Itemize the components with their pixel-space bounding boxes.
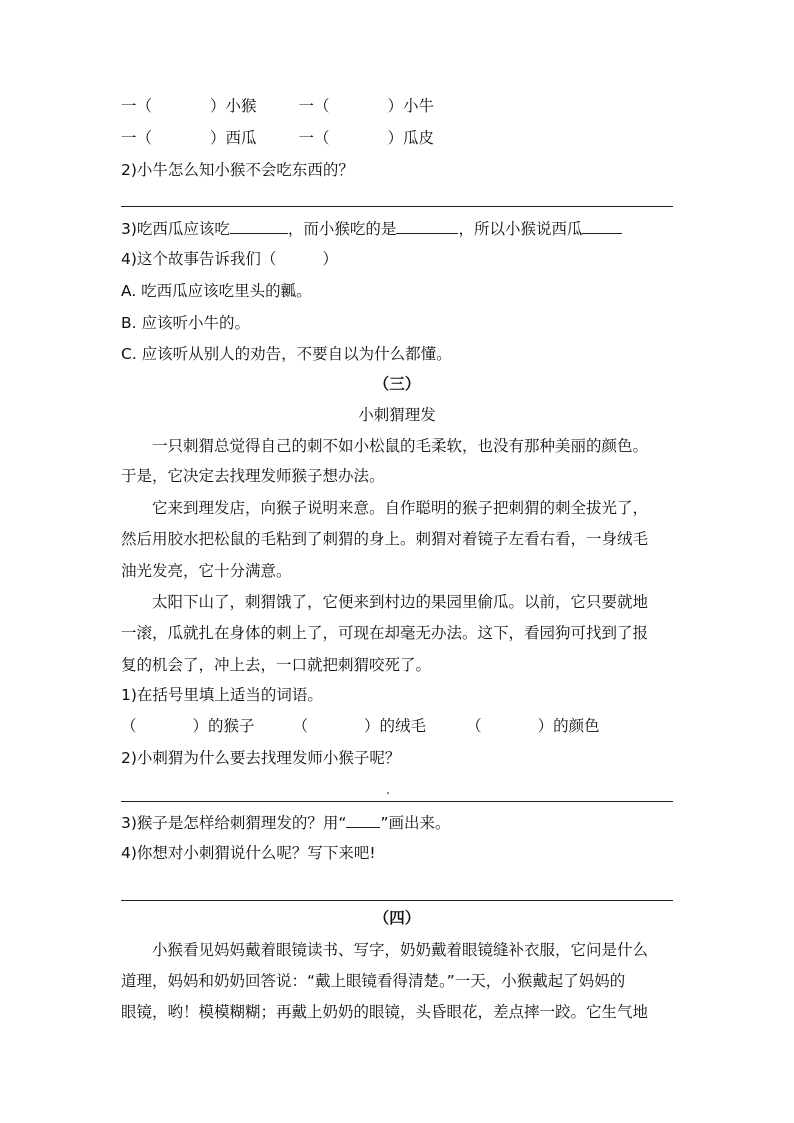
story-paragraph: 一滚，瓜就扎在身体的刺上了，可现在却毫无办法。这下，看园狗可找到了报	[121, 624, 649, 642]
story-paragraph: 复的机会了，冲上去，一口就把刺猬咬死了。	[121, 656, 432, 674]
fill-item-label: ）瓜皮	[387, 129, 435, 147]
bracket-open: （	[121, 717, 137, 735]
question-3	[121, 218, 622, 239]
fill-item-label: ）的绒毛	[364, 717, 427, 735]
story-paragraph: 眼镜，哟！模模糊糊；再戴上奶奶的眼镜，头昏眼花，差点摔一跤。它生气地	[121, 1003, 649, 1021]
answer-blank[interactable]	[346, 812, 380, 828]
bracket-open: （	[292, 717, 309, 735]
fill-item-label: ）小牛	[387, 97, 435, 115]
bracket-open: 一（	[121, 97, 153, 115]
question-3	[121, 812, 450, 833]
story-paragraph: 然后用胶水把松鼠的毛粘到了刺猬的身上。刺猬对着镜子左看右看，一身绒毛	[121, 530, 649, 548]
story-paragraph: 小猴看见妈妈戴着眼镜读书、写字，奶奶戴着眼镜缝补衣服，它问是什么	[152, 941, 649, 959]
q3-text-1: 3)吃西瓜应该吃	[121, 220, 230, 238]
q3-text: 3)猴子是怎样给刺猬理发的？用“	[121, 814, 347, 832]
section-heading: （三）	[373, 375, 421, 393]
fill-item-label: ）的猴子	[192, 717, 255, 735]
question-2: 2)小牛怎么知小猴不会吃东西的？	[121, 161, 354, 179]
answer-line[interactable]	[121, 801, 673, 802]
q3-text-end: ”画出来。	[380, 814, 451, 832]
bracket-open: 一（	[298, 97, 330, 115]
fill-row	[121, 716, 600, 736]
fill-item-label: ）西瓜	[210, 129, 257, 147]
answer-blank[interactable]	[396, 218, 458, 234]
question-2: 2)小刺猬为什么要去找理发师小猴子呢？	[121, 749, 401, 767]
q3-text-3: ，所以小猴说西瓜	[458, 220, 583, 238]
option-c: C. 应该听从别人的劝告，不要自以为什么都懂。	[121, 345, 452, 363]
speck	[387, 792, 389, 794]
question-1: 1)在括号里填上适当的词语。	[121, 686, 323, 704]
answer-line[interactable]	[121, 206, 673, 207]
story-paragraph: 油光发亮，它十分满意。	[121, 562, 292, 580]
fill-row-2	[121, 128, 434, 148]
q4-text: 4)这个故事告诉我们（	[121, 250, 277, 268]
story-paragraph: 一只刺猬总觉得自己的刺不如小松鼠的毛柔软，也没有那种美丽的颜色。	[152, 437, 649, 455]
answer-blank[interactable]	[230, 218, 288, 234]
q3-text-2: ，而小猴吃的是	[287, 220, 397, 238]
option-a: A. 吃西瓜应该吃里头的瓤。	[121, 282, 312, 300]
bracket-close: ）	[322, 250, 338, 268]
bracket-open: 一（	[298, 129, 330, 147]
story-paragraph: 于是，它决定去找理发师猴子想办法。	[121, 467, 385, 485]
story-paragraph: 太阳下山了，刺猬饿了，它便来到村边的果园里偷瓜。以前，它只要就地	[152, 593, 649, 611]
section-heading: （四）	[373, 909, 421, 927]
bracket-open: （	[466, 717, 482, 735]
question-4: 4)你想对小刺猬说什么呢？写下来吧!	[121, 844, 376, 862]
fill-item-label: ）的颜色	[537, 717, 600, 735]
question-4	[121, 249, 338, 269]
story-paragraph: 它来到理发店，向猴子说明来意。自作聪明的猴子把刺猬的刺全拔光了，	[152, 499, 649, 517]
fill-item-label: ）小猴	[210, 97, 257, 115]
fill-row-1	[121, 96, 434, 116]
answer-blank[interactable]	[582, 218, 622, 234]
option-b: B. 应该听小牛的。	[121, 314, 250, 332]
story-paragraph: 道理，妈妈和奶奶回答说：“戴上眼镜看得清楚。”一天，小猴戴起了妈妈的	[121, 972, 626, 990]
bracket-open: 一（	[121, 129, 153, 147]
answer-line[interactable]	[121, 900, 673, 901]
story-title: 小刺猬理发	[358, 406, 436, 424]
